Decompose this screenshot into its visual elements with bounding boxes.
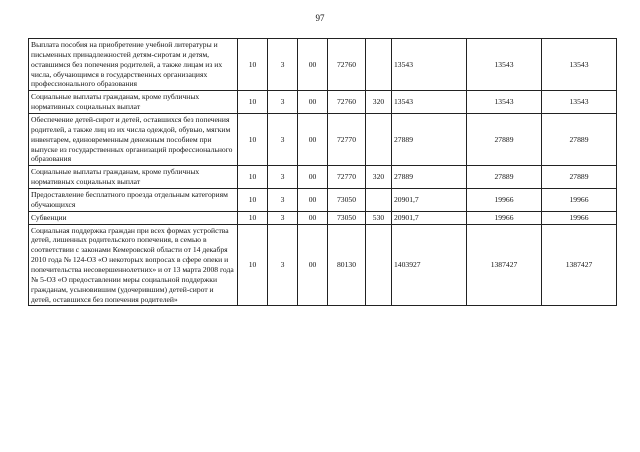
direction-code: 72760 xyxy=(328,91,366,114)
amount-year-1: 27889 xyxy=(392,166,467,189)
amount-year-3: 1387427 xyxy=(542,224,617,306)
row-name: Обеспечение детей-сирот и детей, оставшихся без попечения родителей, а также лиц из их числа одеждой, обувью, мягким инвентарем, единовременным денежным пособием при выпуске из государственных организаций профессионального образования xyxy=(29,114,238,166)
row-name: Предоставление бесплатного проезда отдельным категориям обучающихся xyxy=(29,189,238,212)
expense-type-code xyxy=(366,189,392,212)
expense-type-code: 320 xyxy=(366,166,392,189)
amount-year-3: 27889 xyxy=(542,166,617,189)
subsection-code: 3 xyxy=(268,114,298,166)
section-code: 10 xyxy=(238,91,268,114)
table-row xyxy=(29,224,617,306)
amount-year-1: 20901,7 xyxy=(392,189,467,212)
subsection-code: 3 xyxy=(268,224,298,306)
direction-code: 72770 xyxy=(328,114,366,166)
amount-year-1: 13543 xyxy=(392,39,467,91)
program-code: 00 xyxy=(298,39,328,91)
row-name: Выплата пособия на приобретение учебной литературы и письменных принадлежностей детям-сиротам и детям, оставшимся без попечения родителей, а также лицам из их числа, обучающимся в государственных организациях профессионального образования xyxy=(29,39,238,91)
amount-year-2: 19966 xyxy=(467,211,542,224)
amount-year-2: 19966 xyxy=(467,189,542,212)
subsection-code: 3 xyxy=(268,91,298,114)
amount-year-3: 19966 xyxy=(542,211,617,224)
section-code: 10 xyxy=(238,211,268,224)
subsection-code: 3 xyxy=(268,166,298,189)
direction-code: 73050 xyxy=(328,189,366,212)
section-code: 10 xyxy=(238,114,268,166)
amount-year-1: 20901,7 xyxy=(392,211,467,224)
row-name: Социальные выплаты гражданам, кроме публичных нормативных социальных выплат xyxy=(29,91,238,114)
expense-type-code xyxy=(366,114,392,166)
direction-code: 72770 xyxy=(328,166,366,189)
row-name: Социальная поддержка граждан при всех формах устройства детей, лишенных родительского попечения, в семью в соответствии с законами Кемеровской области от 14 декабря 2010 года № 124-ОЗ «О некоторых вопросах в сфере опеки и попечительства несовершеннолетних» и от 13 марта 2008 года № 5-ОЗ «О предоставлении меры социальной поддержки гражданам, усыновившим (удочерившим) детей-сирот и детей, оставшихся без попечения родителей» xyxy=(29,224,238,306)
expense-type-code: 530 xyxy=(366,211,392,224)
amount-year-3: 19966 xyxy=(542,189,617,212)
program-code: 00 xyxy=(298,189,328,212)
program-code: 00 xyxy=(298,224,328,306)
amount-year-1: 1403927 xyxy=(392,224,467,306)
section-code: 10 xyxy=(238,189,268,212)
expense-type-code xyxy=(366,224,392,306)
amount-year-2: 13543 xyxy=(467,91,542,114)
section-code: 10 xyxy=(238,166,268,189)
amount-year-3: 27889 xyxy=(542,114,617,166)
amount-year-3: 13543 xyxy=(542,39,617,91)
amount-year-2: 1387427 xyxy=(467,224,542,306)
table-row xyxy=(29,211,617,224)
budget-table xyxy=(28,38,617,306)
direction-code: 72760 xyxy=(328,39,366,91)
program-code: 00 xyxy=(298,211,328,224)
program-code: 00 xyxy=(298,166,328,189)
table-row xyxy=(29,91,617,114)
subsection-code: 3 xyxy=(268,189,298,212)
amount-year-1: 13543 xyxy=(392,91,467,114)
program-code: 00 xyxy=(298,91,328,114)
table-row xyxy=(29,189,617,212)
amount-year-3: 13543 xyxy=(542,91,617,114)
row-name: Субвенции xyxy=(29,211,238,224)
section-code: 10 xyxy=(238,224,268,306)
direction-code: 73050 xyxy=(328,211,366,224)
amount-year-2: 27889 xyxy=(467,166,542,189)
table-row xyxy=(29,114,617,166)
expense-type-code: 320 xyxy=(366,91,392,114)
amount-year-1: 27889 xyxy=(392,114,467,166)
amount-year-2: 13543 xyxy=(467,39,542,91)
subsection-code: 3 xyxy=(268,39,298,91)
amount-year-2: 27889 xyxy=(467,114,542,166)
table-row xyxy=(29,166,617,189)
subsection-code: 3 xyxy=(268,211,298,224)
section-code: 10 xyxy=(238,39,268,91)
table-row xyxy=(29,39,617,91)
page-number: 97 xyxy=(315,13,325,23)
direction-code: 80130 xyxy=(328,224,366,306)
row-name: Социальные выплаты гражданам, кроме публичных нормативных социальных выплат xyxy=(29,166,238,189)
expense-type-code xyxy=(366,39,392,91)
program-code: 00 xyxy=(298,114,328,166)
